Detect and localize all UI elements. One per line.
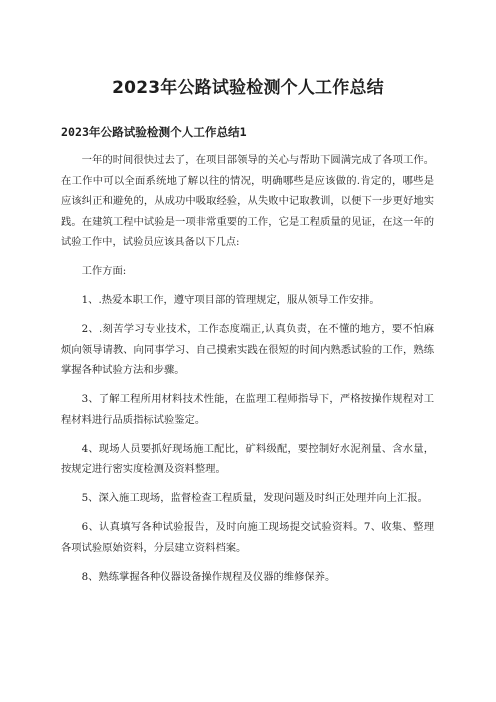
section-heading: 2023年公路试验检测个人工作总结1 bbox=[61, 125, 247, 139]
list-item-3: 3、了解工程所用材料技术性能，在监理工程师指导下，严格按操作规程对工程材料进行品质指标试验鉴定。 bbox=[61, 393, 434, 426]
list-item-6-7: 6、认真填写各种试验报告，及时向施工现场提交试验资料。7、收集、整理各项试验原始资料，分层建立资料档案。 bbox=[61, 521, 434, 554]
list-item-4: 4、现场人员要抓好现场施工配比，矿料级配，要控制好水泥剂量、含水量，按规定进行密实度检测及资料整理。 bbox=[61, 442, 434, 475]
document-body bbox=[61, 150, 434, 596]
list-item-8: 8、熟练掌握各种仪器设备操作规程及仪器的维修保养。 bbox=[81, 570, 336, 583]
list-item-2: 2、.刻苦学习专业技术，工作态度端正,认真负责，在不懂的地方，要不怕麻烦向领导请教、向同事学习、自己摸索实践在很短的时间内熟悉试验的工作，熟练掌握各种试验方法和步骤。 bbox=[61, 323, 434, 376]
paragraph-intro: 一年的时间很快过去了，在项目部领导的关心与帮助下圆满完成了各项工作。在工作中可以全面系统地了解以往的情况，明确哪些是应该做的.肯定的，哪些是应该纠正和避免的，从成功中吸取经验，从失败中记取教训，以便下一步更好地实践。在建筑工程中试验是一项非常重要的工作，它是工程质量的见证，在这一年的试验工作中，试验员应该具备以下几点: bbox=[61, 154, 434, 248]
document-title: 2023年公路试验检测个人工作总结 bbox=[112, 78, 384, 98]
list-item-5: 5、深入施工现场，监督检查工程质量，发现问题及时纠正处理并向上汇报。 bbox=[81, 492, 428, 504]
paragraph-work-aspects: 工作方面: bbox=[81, 265, 127, 277]
list-item-1: 1、.热爱本职工作，遵守项目部的管理规定，服从领导工作安排。 bbox=[81, 294, 380, 306]
